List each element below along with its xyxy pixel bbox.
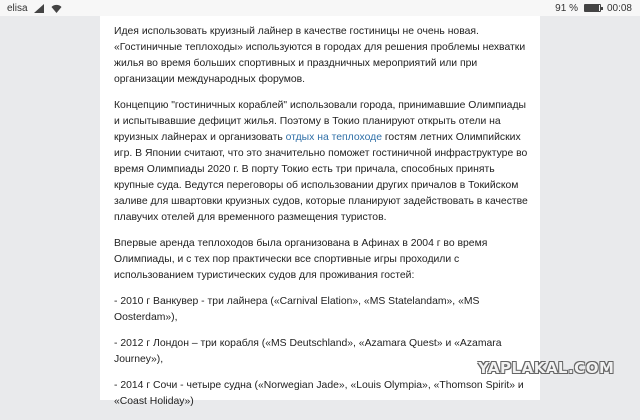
battery-level-fill xyxy=(585,5,599,11)
list-item-vancouver: - 2010 г Ванкувер - три лайнера («Carnival Elation», «MS Statelandam», «MS Oosterdam»), xyxy=(114,296,480,323)
paragraph-concept xyxy=(114,98,534,226)
paragraph-concept-end: гостям летних Олимпийских игр. В Японии считают, что это значительно поможет гостиничной инфраструктуре во время Олимпиады 2020 г. В порту Токио есть три причала, способных принять крупные суда. Ведутся переговоры об использовании других причалов в Токийском заливе для швартовки круизных судов, которые планируют задействовать в качестве плавучих отелей для временного размещения туристов. xyxy=(114,132,528,223)
site-watermark: YAPLAKAL.COM xyxy=(478,359,615,377)
wifi-icon xyxy=(51,4,62,13)
battery-percent: 91 % xyxy=(555,2,578,14)
article-page xyxy=(100,16,540,407)
cellular-signal-icon xyxy=(34,4,45,13)
carrier-label: elisa xyxy=(7,2,28,14)
article-body xyxy=(114,24,534,420)
clock: 00:08 xyxy=(606,2,632,14)
battery-icon xyxy=(584,4,601,12)
status-bar xyxy=(0,0,640,16)
list-item-sochi: - 2014 г Сочи - четыре судна («Norwegian Jade», «Louis Olympia», «Thomson Spirit» и «Coast Holiday») xyxy=(114,380,524,407)
paragraph-concept-start: Концепцию "гостиничных кораблей" использовали города, принимавшие Олимпиады и испытывавшие дефицит жилья. Поэтому в Токио планируют открыть отели на круизных лайнерах и организовать xyxy=(114,100,526,143)
paragraph-intro: Идея использовать круизный лайнер в качестве гостиницы не очень новая. «Гостиничные теплоходы» используются в городах для решения проблемы нехватки жилья во время больших спортивных и праздничных мероприятий или при организации международных форумов. xyxy=(114,26,526,85)
cruise-rest-link[interactable]: отдых на теплоходе xyxy=(285,132,382,143)
list-item-london: - 2012 г Лондон – три корабля («MS Deutschland», «Azamara Quest» и «Azamara Journey»), xyxy=(114,338,502,365)
paragraph-history: Впервые аренда теплоходов была организована в Афинах в 2004 г во время Олимпиады, и с тех пор практически все спортивные игры проходили с использованием туристических судов для проживания гостей: xyxy=(114,238,488,281)
